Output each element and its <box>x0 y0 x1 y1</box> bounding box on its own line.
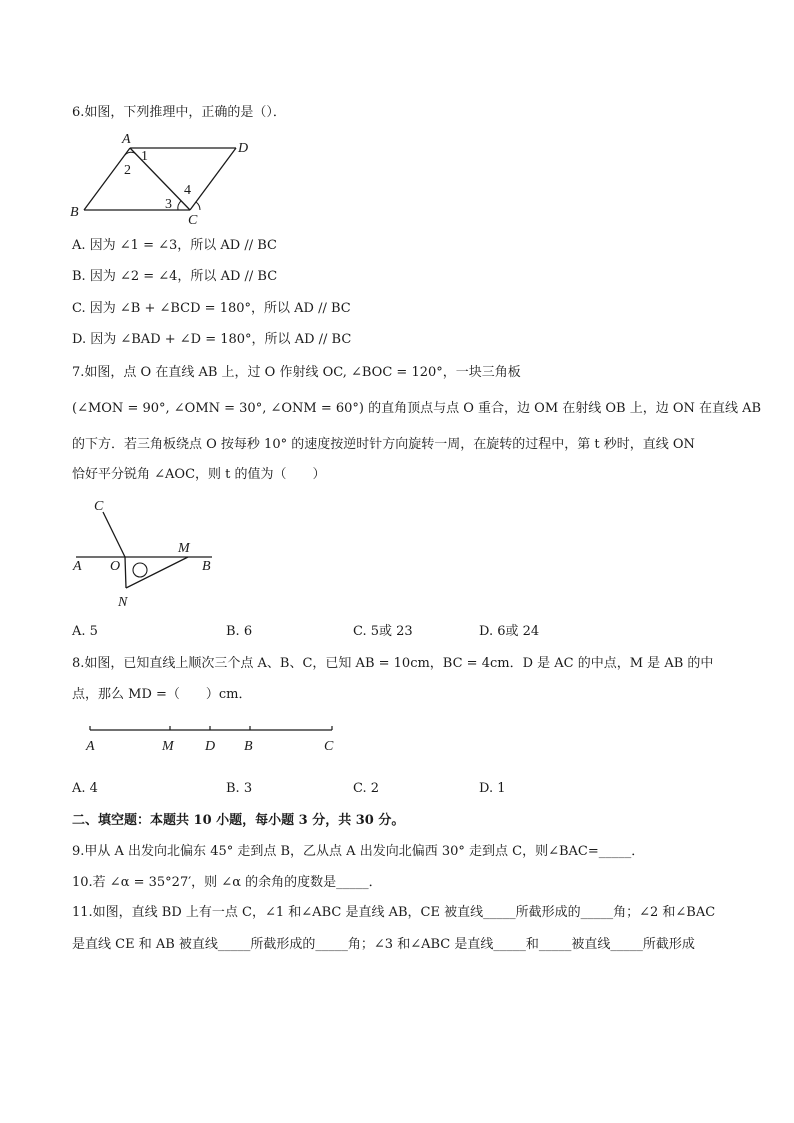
q6-option-b: B. 因为 ∠2 = ∠4，所以 AD // BC <box>72 269 278 284</box>
q6-option-d: D. 因为 ∠BAD + ∠D = 180°，所以 AD // BC <box>72 332 352 347</box>
q8-label-B: B <box>244 739 253 754</box>
q7-option-b: B. 6 <box>226 624 253 639</box>
q6-label-1: 1 <box>141 149 148 164</box>
q7-label-O: O <box>110 559 121 574</box>
section-heading-fill-in: 二、填空题：本题共 10 小题，每小题 3 分，共 30 分。 <box>72 813 405 828</box>
q8-number-line-figure <box>80 720 340 758</box>
q6-stem: 6.如图，下列推理中，正确的是（）． <box>72 105 286 120</box>
q6-label-D: D <box>238 141 249 156</box>
q7-label-M: M <box>178 541 190 556</box>
q8-label-M: M <box>162 739 174 754</box>
q7-label-N: N <box>118 595 128 610</box>
q8-label-A: A <box>86 739 95 754</box>
q7-option-d: D. 6或 24 <box>479 624 540 639</box>
q7-line-1: 7.如图，点 O 在直线 AB 上，过 O 作射线 OC, ∠BOC = 120°，一块三角板 <box>72 365 521 380</box>
q7-label-A: A <box>73 559 82 574</box>
q11-line-1: 11.如图，直线 BD 上有一点 C，∠1 和∠ABC 是直线 AB，CE 被直线_____所截形成的_____角；∠2 和∠BAC <box>72 905 716 920</box>
q10-text: 10.若 ∠α = 35°27′，则 ∠α 的余角的度数是_____． <box>72 875 382 890</box>
q11-line-2: 是直线 CE 和 AB 被直线_____所截形成的_____角；∠3 和∠ABC 是直线_____和_____被直线_____所截形成 <box>72 937 695 952</box>
q7-label-B: B <box>202 559 211 574</box>
q6-label-C: C <box>188 213 198 228</box>
q6-option-c: C. 因为 ∠B + ∠BCD = 180°，所以 AD // BC <box>72 301 351 316</box>
q6-label-4: 4 <box>184 183 191 198</box>
q6-label-2: 2 <box>124 163 131 178</box>
q7-line-2: (∠MON = 90°, ∠OMN = 30°, ∠ONM = 60°) 的直角顶点与点 O 重合，边 OM 在射线 OB 上，边 ON 在直线 AB <box>72 401 762 416</box>
q8-option-c: C. 2 <box>353 781 380 796</box>
q6-option-a: A. 因为 ∠1 = ∠3，所以 AD // BC <box>72 238 277 253</box>
q6-label-3: 3 <box>165 197 172 212</box>
q8-label-D: D <box>205 739 216 754</box>
q8-option-b: B. 3 <box>226 781 253 796</box>
q6-label-B: B <box>70 205 79 220</box>
q9-text: 9.甲从 A 出发向北偏东 45° 走到点 B，乙从点 A 出发向北偏西 30° 走到点 C，则∠BAC=_____． <box>72 844 645 859</box>
q6-label-A: A <box>122 132 131 147</box>
q8-line-1: 8.如图，已知直线上顺次三个点 A、B、C，已知 AB = 10cm，BC = 4cm．D 是 AC 的中点，M 是 AB 的中 <box>72 656 714 671</box>
q7-label-C: C <box>94 499 104 514</box>
q7-line-4: 恰好平分锐角 ∠AOC，则 t 的值为（ ） <box>72 467 326 482</box>
q8-option-d: D. 1 <box>479 781 506 796</box>
q6-parallelogram-figure <box>70 128 260 228</box>
q8-option-a: A. 4 <box>72 781 98 796</box>
q8-line-2: 点，那么 MD =（ ）cm． <box>72 687 252 702</box>
q7-option-a: A. 5 <box>72 624 98 639</box>
q7-line-3: 的下方．若三角板绕点 O 按每秒 10° 的速度按逆时针方向旋转一周，在旋转的过程中，第 t 秒时，直线 ON <box>72 437 695 452</box>
q7-triangle-figure <box>70 494 220 614</box>
q8-label-C: C <box>324 739 334 754</box>
q7-option-c: C. 5或 23 <box>353 624 413 639</box>
